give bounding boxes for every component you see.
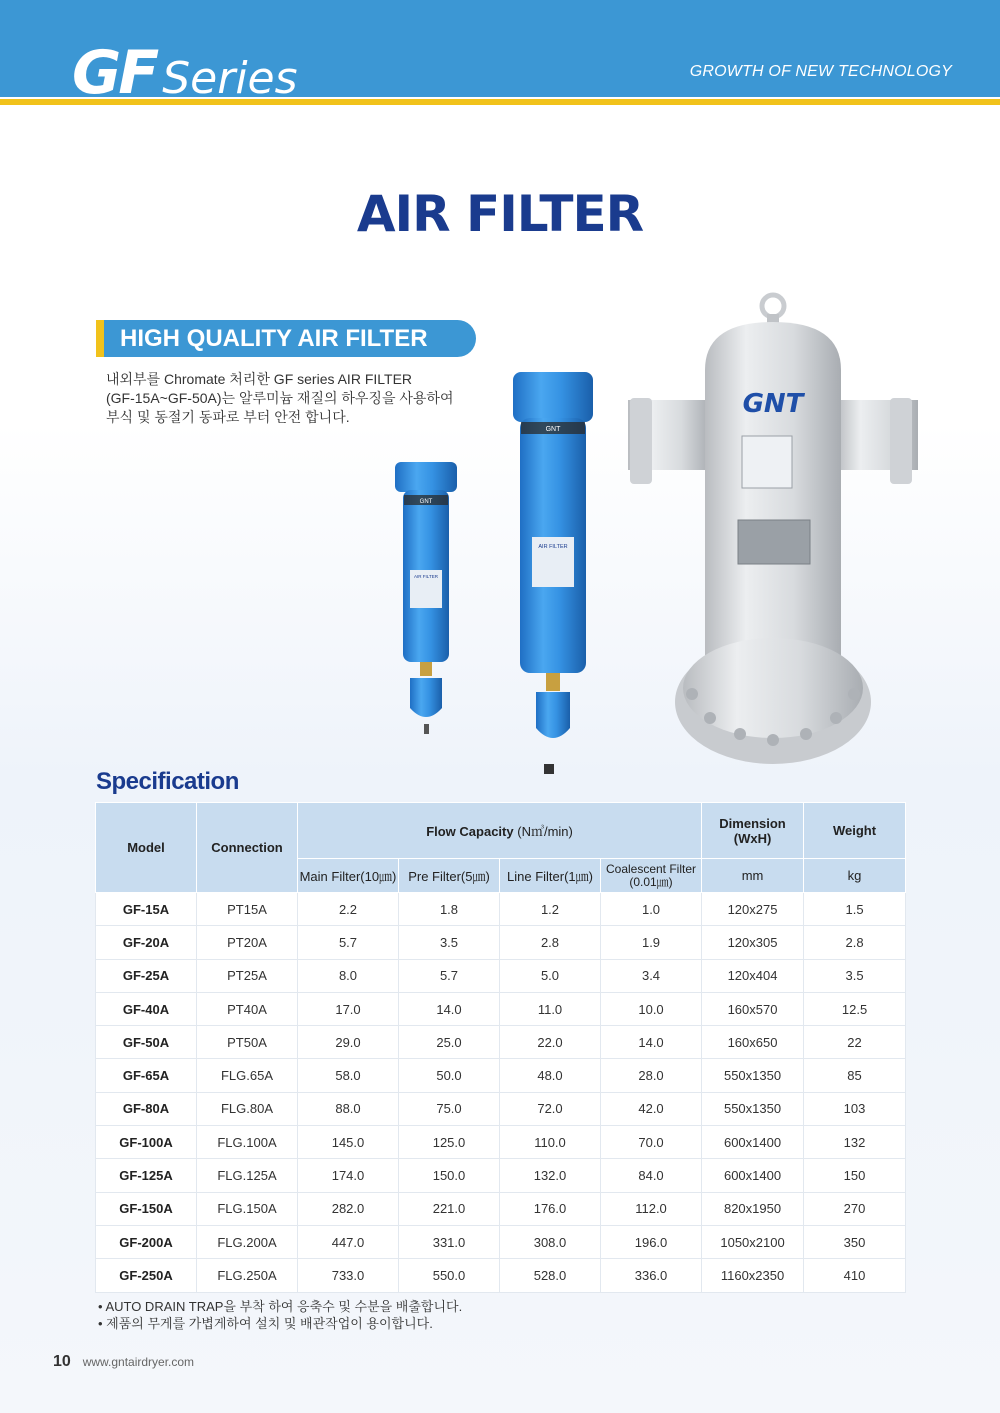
small-filter-label: AIR FILTER — [414, 574, 438, 579]
note-line: • 제품의 무게를 가볍게하여 설치 및 배관작업이 용이합니다. — [98, 1316, 433, 1331]
flow-capacity-unit: (N㎥/min) — [517, 824, 573, 839]
small-filter — [395, 462, 457, 734]
footer — [53, 1353, 194, 1371]
table-cell: 550.0 — [399, 1259, 500, 1292]
table-cell: PT40A — [197, 992, 298, 1025]
table-cell: 12.5 — [804, 992, 906, 1025]
table-cell: 72.0 — [500, 1092, 601, 1125]
table-cell: PT15A — [197, 893, 298, 926]
table-cell: 331.0 — [399, 1225, 500, 1258]
table-cell: 2.2 — [298, 893, 399, 926]
table-cell: 282.0 — [298, 1192, 399, 1225]
table-cell-model: GF-150A — [96, 1192, 197, 1225]
table-cell: 22 — [804, 1026, 906, 1059]
table-cell: FLG.125A — [197, 1159, 298, 1192]
table-cell: 84.0 — [601, 1159, 702, 1192]
table-cell: 8.0 — [298, 959, 399, 992]
table-cell: 14.0 — [399, 992, 500, 1025]
table-cell: 11.0 — [500, 992, 601, 1025]
header-coalescent-filter — [601, 859, 702, 893]
table-cell: 733.0 — [298, 1259, 399, 1292]
table-cell: 600x1400 — [702, 1159, 804, 1192]
table-cell: PT25A — [197, 959, 298, 992]
table-cell: 22.0 — [500, 1026, 601, 1059]
table-cell: 125.0 — [399, 1126, 500, 1159]
table-cell: 48.0 — [500, 1059, 601, 1092]
table-cell: PT20A — [197, 926, 298, 959]
table-row — [96, 1159, 906, 1192]
table-cell: 10.0 — [601, 992, 702, 1025]
table-row — [96, 1026, 906, 1059]
table-cell: 3.5 — [399, 926, 500, 959]
table-cell: 5.7 — [298, 926, 399, 959]
table-cell: 1050x2100 — [702, 1225, 804, 1258]
header-weight: Weight — [804, 803, 906, 859]
table-cell-model: GF-100A — [96, 1126, 197, 1159]
table-cell: 132.0 — [500, 1159, 601, 1192]
table-cell: 336.0 — [601, 1259, 702, 1292]
vessel-brand: GNT — [742, 389, 804, 419]
table-cell: 176.0 — [500, 1192, 601, 1225]
table-cell: 88.0 — [298, 1092, 399, 1125]
table-cell: 410 — [804, 1259, 906, 1292]
small-filter-brand: GNT — [419, 499, 433, 505]
table-cell: FLG.250A — [197, 1259, 298, 1292]
page-title: AIR FILTER — [356, 185, 644, 243]
table-cell: 120x404 — [702, 959, 804, 992]
table-cell: 132 — [804, 1126, 906, 1159]
table-cell: 25.0 — [399, 1026, 500, 1059]
table-cell: 270 — [804, 1192, 906, 1225]
table-cell: FLG.65A — [197, 1059, 298, 1092]
table-row — [96, 959, 906, 992]
page-number: 10 — [53, 1353, 71, 1370]
table-row — [96, 1092, 906, 1125]
table-cell: 1160x2350 — [702, 1259, 804, 1292]
medium-filter-brand: GNT — [545, 426, 561, 433]
header-flow-capacity — [298, 803, 702, 859]
table-cell: 528.0 — [500, 1259, 601, 1292]
table-cell: 3.4 — [601, 959, 702, 992]
tagline: GROWTH OF NEW TECHNOLOGY — [689, 63, 952, 80]
series-main: GF — [72, 38, 157, 108]
table-cell-model: GF-250A — [96, 1259, 197, 1292]
table-cell: PT50A — [197, 1026, 298, 1059]
table-row — [96, 992, 906, 1025]
table-cell: 5.7 — [399, 959, 500, 992]
table-row — [96, 893, 906, 926]
table-cell: FLG.200A — [197, 1225, 298, 1258]
table-cell: 70.0 — [601, 1126, 702, 1159]
table-cell: 550x1350 — [702, 1092, 804, 1125]
table-cell: 42.0 — [601, 1092, 702, 1125]
dimension-sub: (WxH) — [733, 830, 772, 846]
series-title — [72, 38, 298, 108]
medium-filter-label: AIR FILTER — [538, 544, 568, 550]
table-cell: 2.8 — [804, 926, 906, 959]
coalescent-label: Coalescent Filter — [605, 861, 697, 876]
table-cell: 110.0 — [500, 1126, 601, 1159]
table-cell-model: GF-40A — [96, 992, 197, 1025]
table-cell: 1.8 — [399, 893, 500, 926]
spec-table-body — [96, 893, 906, 1293]
table-cell: 120x275 — [702, 893, 804, 926]
notes — [98, 1298, 462, 1332]
table-cell: 2.8 — [500, 926, 601, 959]
table-row — [96, 1225, 906, 1258]
table-cell-model: GF-25A — [96, 959, 197, 992]
large-vessel — [628, 295, 918, 764]
table-cell: 350 — [804, 1225, 906, 1258]
description-line: (GF-15A~GF-50A)는 알루미늄 재질의 하우징을 사용하여 — [106, 390, 454, 406]
table-cell: 447.0 — [298, 1225, 399, 1258]
table-cell: 196.0 — [601, 1225, 702, 1258]
table-row — [96, 926, 906, 959]
spec-title: Specification — [96, 768, 239, 795]
table-cell: 160x570 — [702, 992, 804, 1025]
table-cell-model: GF-15A — [96, 893, 197, 926]
table-cell: 308.0 — [500, 1225, 601, 1258]
table-cell: 85 — [804, 1059, 906, 1092]
table-cell: 14.0 — [601, 1026, 702, 1059]
table-cell: 58.0 — [298, 1059, 399, 1092]
table-cell: 1.9 — [601, 926, 702, 959]
table-cell: 75.0 — [399, 1092, 500, 1125]
table-cell: 112.0 — [601, 1192, 702, 1225]
header-dimension — [702, 803, 804, 859]
medium-filter — [513, 372, 593, 774]
flow-capacity-label: Flow Capacity — [426, 824, 514, 839]
table-cell-model: GF-50A — [96, 1026, 197, 1059]
table-cell: 17.0 — [298, 992, 399, 1025]
table-cell-model: GF-80A — [96, 1092, 197, 1125]
table-cell: FLG.80A — [197, 1092, 298, 1125]
header-pre-filter: Pre Filter(5㎛) — [399, 859, 500, 893]
table-cell-model: GF-20A — [96, 926, 197, 959]
table-cell: 150 — [804, 1159, 906, 1192]
header-model: Model — [96, 803, 197, 893]
table-cell: 550x1350 — [702, 1059, 804, 1092]
table-cell: 3.5 — [804, 959, 906, 992]
table-cell: 150.0 — [399, 1159, 500, 1192]
spec-table — [95, 802, 906, 1293]
description-line: 내외부를 Chromate 처리한 GF series AIR FILTER — [106, 371, 413, 387]
table-cell: FLG.100A — [197, 1126, 298, 1159]
table-cell-model: GF-125A — [96, 1159, 197, 1192]
table-cell: 1.0 — [601, 893, 702, 926]
table-cell: 5.0 — [500, 959, 601, 992]
table-row — [96, 1059, 906, 1092]
product-illustrations — [380, 290, 940, 780]
description-line: 부식 및 동절기 동파로 부터 안전 합니다. — [106, 409, 350, 425]
note-line: • AUTO DRAIN TRAP을 부착 하여 응축수 및 수분을 배출합니다. — [98, 1299, 463, 1314]
table-cell: FLG.150A — [197, 1192, 298, 1225]
table-cell: 600x1400 — [702, 1126, 804, 1159]
table-row — [96, 1192, 906, 1225]
dimension-label: Dimension — [719, 815, 786, 831]
header-weight-unit: kg — [804, 859, 906, 893]
coalescent-sub: (0.01㎛) — [629, 874, 673, 889]
header-main-filter: Main Filter(10㎛) — [298, 859, 399, 893]
footer-url: www.gntairdryer.com — [82, 1355, 195, 1369]
table-cell: 145.0 — [298, 1126, 399, 1159]
table-cell: 1.5 — [804, 893, 906, 926]
table-cell: 221.0 — [399, 1192, 500, 1225]
header-dim-unit: mm — [702, 859, 804, 893]
table-cell-model: GF-200A — [96, 1225, 197, 1258]
header-line-filter: Line Filter(1㎛) — [500, 859, 601, 893]
table-cell: 50.0 — [399, 1059, 500, 1092]
table-cell-model: GF-65A — [96, 1059, 197, 1092]
quality-banner: HIGH QUALITY AIR FILTER — [96, 320, 476, 357]
table-cell: 174.0 — [298, 1159, 399, 1192]
table-cell: 820x1950 — [702, 1192, 804, 1225]
table-row — [96, 1259, 906, 1292]
table-cell: 160x650 — [702, 1026, 804, 1059]
table-cell: 120x305 — [702, 926, 804, 959]
header-connection: Connection — [197, 803, 298, 893]
table-cell: 28.0 — [601, 1059, 702, 1092]
table-cell: 29.0 — [298, 1026, 399, 1059]
table-row — [96, 1126, 906, 1159]
table-cell: 103 — [804, 1092, 906, 1125]
table-cell: 1.2 — [500, 893, 601, 926]
series-sub: Series — [162, 53, 298, 104]
